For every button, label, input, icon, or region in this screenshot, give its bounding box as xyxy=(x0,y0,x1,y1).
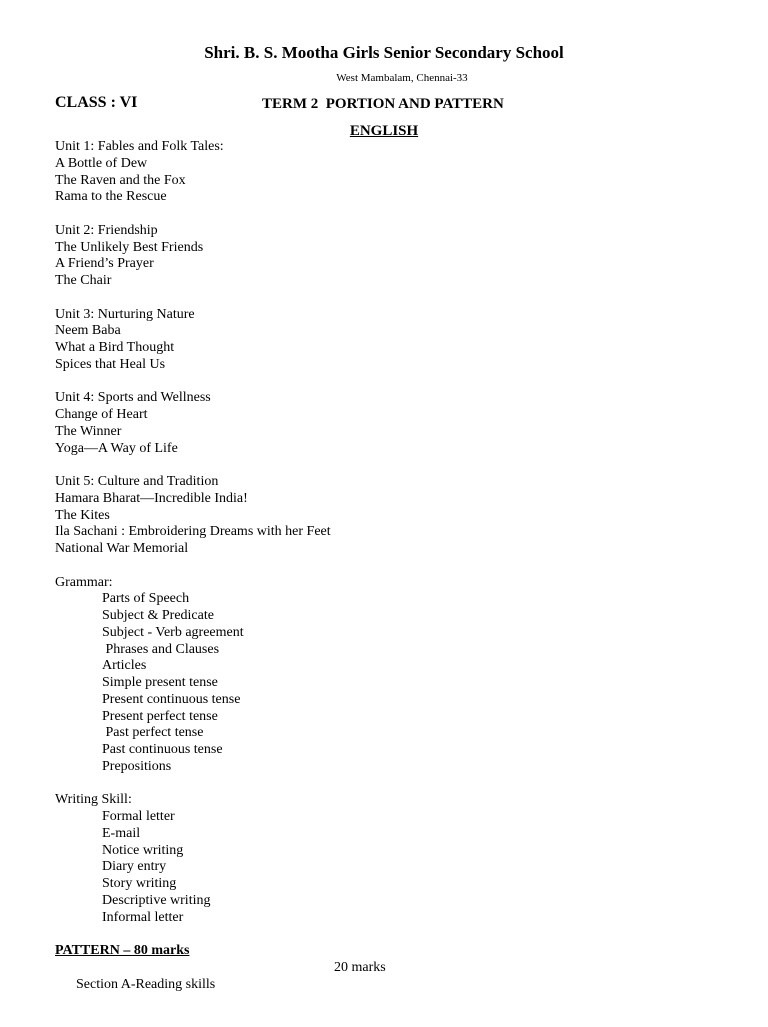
portion-content xyxy=(55,139,745,992)
unit-lesson: A Bottle of Dew xyxy=(55,155,148,171)
unit-lesson: The Kites xyxy=(55,507,110,523)
school-name: Shri. B. S. Mootha Girls Senior Secondary School xyxy=(204,43,564,62)
writing-topic: Notice writing xyxy=(102,842,184,858)
unit-lesson: Yoga—A Way of Life xyxy=(55,440,178,456)
writing-topic: Formal letter xyxy=(102,809,175,824)
unit-lesson: The Unlikely Best Friends xyxy=(55,239,204,255)
grammar-topic: Present perfect tense xyxy=(102,708,218,724)
grammar-topic: Subject - Verb agreement xyxy=(102,624,244,640)
unit-title: Unit 5: Culture and Tradition xyxy=(55,474,219,489)
grammar-topic: Subject & Predicate xyxy=(102,608,214,623)
unit-lesson: Rama to the Rescue xyxy=(55,189,167,205)
unit-title: Unit 2: Friendship xyxy=(55,222,158,238)
spacer xyxy=(55,558,745,575)
grammar-topic: Present continuous tense xyxy=(102,691,241,707)
grammar-topic: Parts of Speech xyxy=(102,591,190,607)
unit-lesson: National War Memorial xyxy=(55,541,189,556)
school-address: West Mambalam, Chennai-33 xyxy=(336,72,468,84)
writing-topic: Diary entry xyxy=(102,859,167,875)
grammar-topic: Phrases and Clauses xyxy=(102,641,220,657)
spacer xyxy=(55,374,745,391)
spacer xyxy=(55,926,745,943)
grammar-title: Grammar: xyxy=(55,574,113,590)
writing-topic: Informal letter xyxy=(102,909,184,925)
spacer xyxy=(55,206,745,223)
pattern-section-row xyxy=(55,959,745,992)
spacer xyxy=(55,457,745,474)
unit-lesson: What a Bird Thought xyxy=(55,340,175,355)
pattern-section-marks: 20 marks xyxy=(334,959,386,975)
spacer xyxy=(55,776,745,793)
writing-topic: E-mail xyxy=(102,825,141,841)
unit-title: Unit 1: Fables and Folk Tales: xyxy=(55,139,224,154)
unit-lesson: Hamara Bharat—Incredible India! xyxy=(55,490,248,506)
pattern-section-label: Section A-Reading skills xyxy=(76,976,216,992)
term-label: TERM 2 PORTION AND PATTERN xyxy=(262,96,504,112)
unit-lesson: The Chair xyxy=(55,273,112,288)
class-label: CLASS : VI xyxy=(55,94,138,111)
unit-lesson: Ila Sachani : Embroidering Dreams with her Feet xyxy=(55,524,331,540)
writing-topic: Story writing xyxy=(102,876,177,891)
grammar-topic: Past continuous tense xyxy=(102,742,223,757)
grammar-topic: Articles xyxy=(102,658,147,674)
grammar-topic: Simple present tense xyxy=(102,675,218,690)
writing-title: Writing Skill: xyxy=(55,792,132,808)
grammar-topic: Prepositions xyxy=(102,758,172,774)
unit-title: Unit 3: Nurturing Nature xyxy=(55,306,195,322)
writing-topic: Descriptive writing xyxy=(102,892,211,908)
unit-lesson: Neem Baba xyxy=(55,323,121,339)
pattern-heading: PATTERN – 80 marks xyxy=(55,943,190,958)
subject-heading: ENGLISH xyxy=(349,123,419,139)
unit-title: Unit 4: Sports and Wellness xyxy=(55,390,211,406)
unit-lesson: The Winner xyxy=(55,423,122,439)
spacer xyxy=(55,290,745,307)
unit-lesson: Spices that Heal Us xyxy=(55,356,166,372)
unit-lesson: A Friend’s Prayer xyxy=(55,256,154,272)
grammar-topic: Past perfect tense xyxy=(102,725,204,741)
unit-lesson: The Raven and the Fox xyxy=(55,172,186,188)
unit-lesson: Change of Heart xyxy=(55,407,148,422)
